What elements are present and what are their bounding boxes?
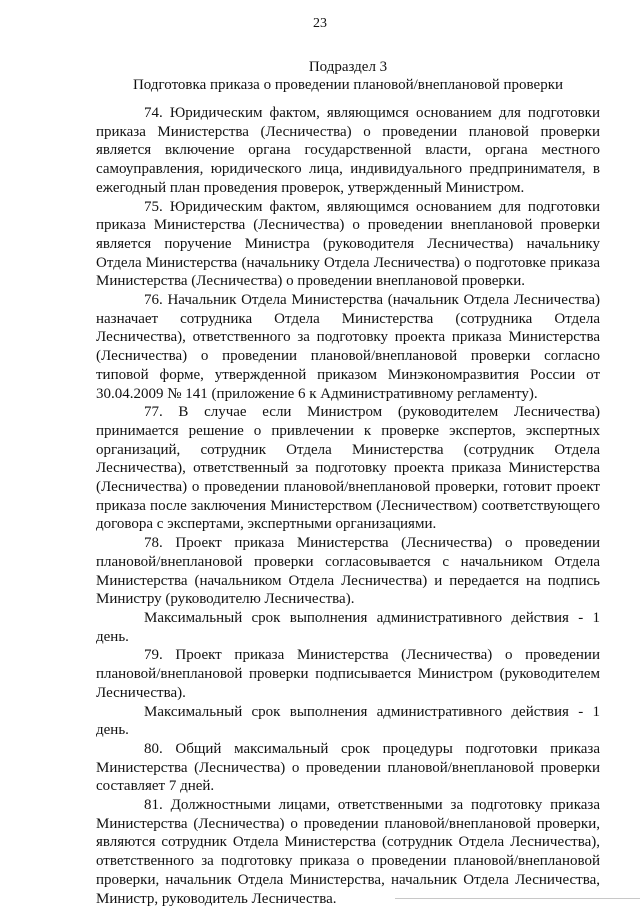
paragraph-81: 81. Должностными лицами, ответственными за подготовку приказа Министерства (Лесничества) о проведении плановой/внеплановой проверки, являются сотрудник Отдела Министерства (сотрудник Отдела Лесничества), ответственного за подготовку приказа о проведении плановой/внеплановой проверки, начальник Отдела Министерства, начальник Отдела Лесничества, Министр, руководитель Лесничества.	[96, 797, 600, 907]
document-body	[96, 104, 600, 908]
paragraph-75: 75. Юридическим фактом, являющимся основанием для подготовки приказа Министерства (Лесничества) о проведении внеплановой проверки является поручение Министра (руководителя Лесничества) начальнику Отдела Министерства (начальнику Отдела Лесничества) о подготовке приказа Министерства (Лесничества) о проведении внеплановой проверки.	[96, 198, 600, 290]
paragraph-79-deadline: Максимальный срок выполнения административного действия - 1 день.	[96, 703, 600, 739]
subsection-number: Подраздел 3	[308, 59, 388, 75]
paragraph-78-deadline: Максимальный срок выполнения административного действия - 1 день.	[96, 609, 600, 645]
paragraph-79: 79. Проект приказа Министерства (Лесничества) о проведении плановой/внеплановой проверки подписывается Министром (руководителем Лесничества).	[96, 647, 600, 701]
page-number: 23	[313, 16, 327, 31]
paragraph-77: 77. В случае если Министром (руководителем Лесничества) принимается решение о привлечении к проверке экспертов, экспертных организаций, сотрудник Отдела Министерства (сотрудник Отдела Лесничества), ответственный за подготовку проекта приказа Министерства (Лесничества) о проведении плановой/внеплановой проверки, готовит проект приказа после заключения Министерством (Лесничеством) соответствующего договора с экспертами, экспертными организациями.	[96, 404, 600, 533]
paragraph-74: 74. Юридическим фактом, являющимся основанием для подготовки приказа Министерства (Лесничества) о проведении плановой проверки является включение органа государственной власти, органа местного самоуправления, юридического лица, индивидуального предпринимателя, в ежегодный план проведения проверок, утвержденный Министром.	[96, 105, 600, 196]
scan-edge-line	[395, 898, 640, 899]
subsection-heading	[96, 58, 600, 94]
paragraph-76: 76. Начальник Отдела Министерства (начальник Отдела Лесничества) назначает сотрудника Отдела Министерства (сотрудника Отдела Лесничества), ответственного за подготовку проекта приказа Министерства (Лесничества) о проведении плановой/внеплановой проверки согласно типовой форме, утвержденной приказом Минэкономразвития России от 30.04.2009 № 141 (приложение 6 к Административному регламенту).	[96, 292, 600, 402]
subsection-title: Подготовка приказа о проведении плановой/внеплановой проверки	[132, 77, 564, 93]
paragraph-80: 80. Общий максимальный срок процедуры подготовки приказа Министерства (Лесничества) о проведении плановой/внеплановой проверки составляет 7 дней.	[96, 740, 600, 795]
paragraph-78: 78. Проект приказа Министерства (Лесничества) о проведении плановой/внеплановой проверки согласовывается с начальником Отдела Министерства (начальником Отдела Лесничества) и передается на подпись Министру (руководителю Лесничества).	[96, 535, 600, 608]
